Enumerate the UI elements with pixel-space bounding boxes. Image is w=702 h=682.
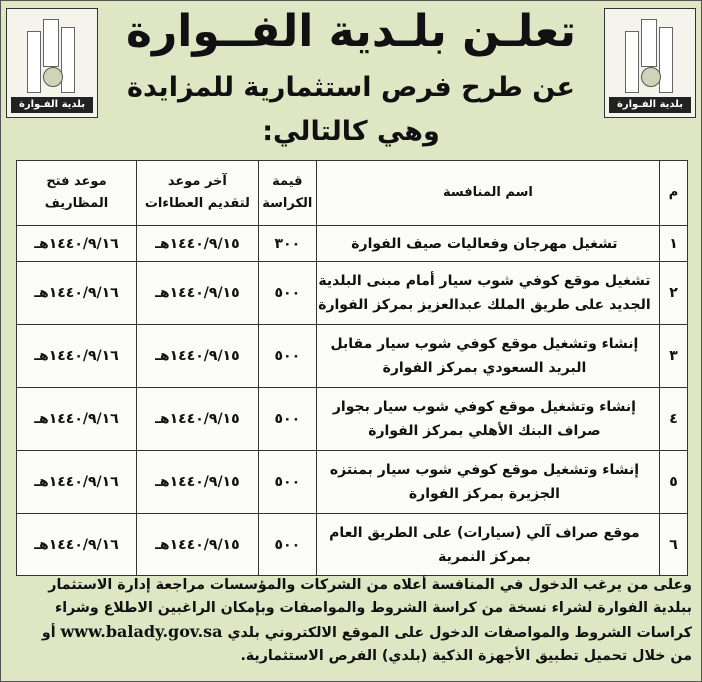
row-price: ٣٠٠ bbox=[258, 226, 316, 262]
palm-emblem-icon bbox=[641, 67, 661, 87]
header-name: اسم المنافسة bbox=[316, 161, 659, 226]
row-price: ٥٠٠ bbox=[258, 262, 316, 325]
website-link[interactable]: www.balady.gov.sa bbox=[60, 622, 223, 641]
row-last-date: ١٤٤٠/٩/١٥هـ bbox=[136, 226, 258, 262]
building-icon bbox=[43, 19, 59, 67]
row-last-date: ١٤٤٠/٩/١٥هـ bbox=[136, 325, 258, 388]
row-last-date: ١٤٤٠/٩/١٥هـ bbox=[136, 451, 258, 514]
row-num: ٣ bbox=[660, 325, 688, 388]
row-num: ٥ bbox=[660, 451, 688, 514]
row-price: ٥٠٠ bbox=[258, 514, 316, 576]
ad-footer bbox=[10, 574, 692, 668]
row-name bbox=[316, 226, 659, 262]
row-price: ٥٠٠ bbox=[258, 388, 316, 451]
footer-line-2: ببلدية الفوارة لشراء نسخة من كراسة الشروط والمواصفات وبإمكان الراغبين الاطلاع وشراء bbox=[54, 600, 692, 616]
row-open-date: ١٤٤٠/٩/١٦هـ bbox=[17, 262, 137, 325]
header-last-line-2: لتقديم العطاءات bbox=[144, 196, 250, 211]
footer-line-3 bbox=[10, 620, 692, 645]
header-price bbox=[258, 161, 316, 226]
footer-line-3-end: أو bbox=[41, 625, 56, 641]
table-row bbox=[17, 226, 688, 262]
header-num: م bbox=[660, 161, 688, 226]
header-open-line-1: موعد فتح bbox=[46, 174, 107, 189]
row-num: ١ bbox=[660, 226, 688, 262]
ad-title: تعلـن بلـدية الفــوارة bbox=[125, 6, 577, 57]
row-name-line-2: الجزيرة بمركز الفوارة bbox=[408, 486, 560, 502]
footer-line-1: وعلى من يرغب الدخول في المنافسة أعلاه من الشركات والمؤسسات مراجعة إدارة الاستثمار bbox=[48, 577, 692, 593]
row-open-date: ١٤٤٠/٩/١٦هـ bbox=[17, 514, 137, 576]
row-name bbox=[316, 388, 659, 451]
building-icon bbox=[641, 19, 657, 67]
table-row bbox=[17, 388, 688, 451]
table-row bbox=[17, 325, 688, 388]
row-name bbox=[316, 514, 659, 576]
palm-emblem-icon bbox=[43, 67, 63, 87]
header-open-date bbox=[17, 161, 137, 226]
row-open-date: ١٤٤٠/٩/١٦هـ bbox=[17, 325, 137, 388]
header-price-line-1: قيمة bbox=[272, 174, 303, 189]
row-name-line-1: موقع صراف آلي (سيارات) على الطريق العام bbox=[329, 524, 640, 541]
row-name bbox=[316, 325, 659, 388]
row-name-line-1: إنشاء وتشغيل موقع كوفي شوب سيار مقابل bbox=[330, 336, 639, 352]
row-num: ٦ bbox=[660, 514, 688, 576]
header-price-line-2: الكراسة bbox=[262, 196, 313, 211]
building-icon bbox=[625, 31, 639, 93]
logo-caption: بلدية الفـوارة bbox=[11, 97, 93, 113]
row-price: ٥٠٠ bbox=[258, 325, 316, 388]
header-open-line-2: المظاريف bbox=[44, 196, 109, 211]
row-open-date: ١٤٤٠/٩/١٦هـ bbox=[17, 388, 137, 451]
row-name-line-2: بمركز النمرية bbox=[438, 548, 531, 565]
ad-subtitle-2: وهي كالتالي: bbox=[262, 116, 440, 147]
table-header-row bbox=[17, 161, 688, 226]
row-num: ٢ bbox=[660, 262, 688, 325]
row-price: ٥٠٠ bbox=[258, 451, 316, 514]
ad-subtitle: عن طرح فرص استثمارية للمزايدة bbox=[127, 72, 575, 103]
logo-caption: بلدية الفـوارة bbox=[609, 97, 691, 113]
row-name-line-1: إنشاء وتشغيل موقع كوفي شوب سيار بجوار bbox=[332, 399, 636, 415]
building-icon bbox=[659, 27, 673, 93]
row-open-date: ١٤٤٠/٩/١٦هـ bbox=[17, 226, 137, 262]
row-last-date: ١٤٤٠/٩/١٥هـ bbox=[136, 388, 258, 451]
row-last-date: ١٤٤٠/٩/١٥هـ bbox=[136, 262, 258, 325]
row-name-line-2: البريد السعودي بمركز الفوارة bbox=[382, 360, 587, 376]
row-open-date: ١٤٤٠/٩/١٦هـ bbox=[17, 451, 137, 514]
table-row bbox=[17, 514, 688, 576]
header-last-line-1: آخر موعد bbox=[167, 174, 227, 189]
row-name bbox=[316, 262, 659, 325]
row-name-line-1: تشغيل مهرجان وفعاليات صيف الفوارة bbox=[351, 235, 618, 252]
municipality-logo-left bbox=[6, 8, 98, 118]
building-icon bbox=[27, 31, 41, 93]
row-last-date: ١٤٤٠/٩/١٥هـ bbox=[136, 514, 258, 576]
footer-line-3-text: كراسات الشروط والمواصفات الدخول على الموقع الالكتروني بلدي bbox=[227, 625, 692, 641]
row-name-line-1: تشغيل موقع كوفي شوب سيار أمام مبنى البلدية bbox=[318, 273, 651, 289]
row-name bbox=[316, 451, 659, 514]
building-icon bbox=[61, 27, 75, 93]
row-name-line-2: صراف البنك الأهلي بمركز الفوارة bbox=[368, 423, 601, 439]
footer-line-4: من خلال تحميل تطبيق الأجهزة الذكية (بلدي) الفرص الاستثمارية. bbox=[240, 648, 692, 664]
header-last-date bbox=[136, 161, 258, 226]
table-row bbox=[17, 451, 688, 514]
tenders-table bbox=[16, 160, 688, 576]
row-name-line-1: إنشاء وتشغيل موقع كوفي شوب سيار بمنتزه bbox=[329, 462, 640, 478]
row-name-line-2: الجديد على طريق الملك عبدالعزيز بمركز الفوارة bbox=[318, 297, 651, 313]
municipality-logo-right bbox=[604, 8, 696, 118]
row-num: ٤ bbox=[660, 388, 688, 451]
table-row bbox=[17, 262, 688, 325]
